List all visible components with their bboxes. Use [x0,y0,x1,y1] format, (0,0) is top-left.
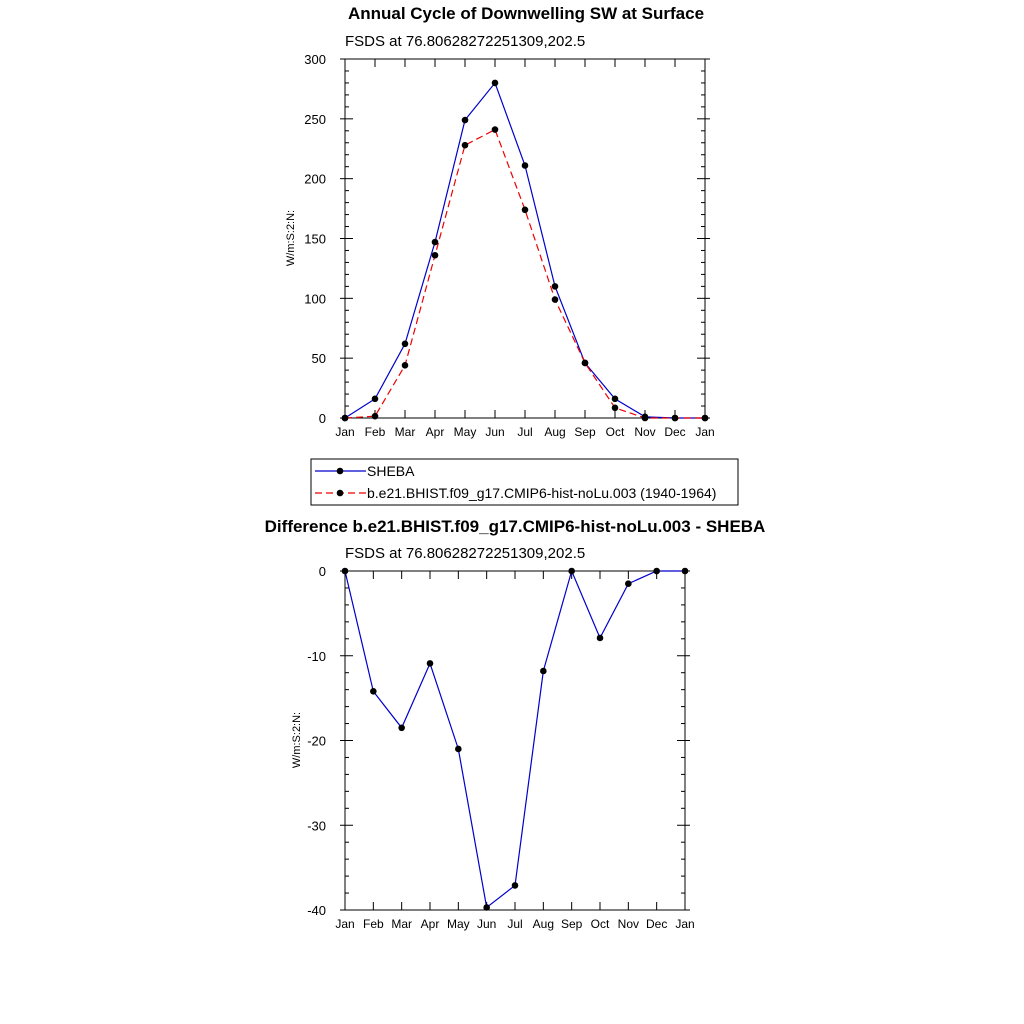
chart1-series-1-point [372,413,379,420]
chart2-x-tick-label: Oct [590,917,610,931]
chart2-x-tick-label: Jan [335,917,355,931]
chart2-series-0-point [342,568,349,575]
chart2-x-tick-label: Jan [675,917,695,931]
chart2-series-0-point [427,660,434,667]
chart1-x-tick-label: Sep [574,425,596,439]
legend-label-sheba: SHEBA [367,463,415,479]
chart1-x-tick-label: Dec [664,425,686,439]
chart1-series-0-point [432,239,439,246]
chart1-series-1-point [522,206,529,213]
chart2-y-tick-label: -10 [307,648,326,664]
legend-label-model: b.e21.BHIST.f09_g17.CMIP6-hist-noLu.003 (1940-1964) [367,485,717,501]
chart1-x-tick-label: Jan [695,425,715,439]
chart2-x-tick-label: Jun [476,917,497,931]
chart1-x-tick-label: Aug [544,425,566,439]
chart1-legend [311,459,738,505]
chart2-series-0-point [597,635,604,642]
chart1-x-tick-label: Jun [485,425,505,439]
chart1-x-tick-label: Jul [517,425,533,439]
chart2-x-tick-label: Aug [532,917,555,931]
chart1-series-0-point [522,162,529,169]
chart2-frame [345,571,685,910]
chart2-x-tick-label: Dec [645,917,668,931]
chart1-y-axis-label: W/m:S:2:N: [285,209,297,267]
chart1-y-tick-label: 50 [311,351,326,367]
chart1-y-tick-label: 150 [304,231,326,247]
chart2-series-0-point [398,724,405,731]
chart1-y-tick-label: 250 [304,111,326,127]
chart1-x-tick-label: Apr [425,425,445,439]
chart1-series-1-point [462,142,469,149]
chart2-series-line-0 [345,571,685,907]
chart1-y-tick-label: 300 [304,52,326,67]
chart1-x-tick-label: Oct [605,425,625,439]
chart1-y-tick-label: 100 [304,291,326,307]
legend-marker-sheba [337,468,344,475]
chart2-x-tick-label: Sep [560,917,583,931]
chart1-series-1-point [432,252,439,259]
chart1-plot-area [304,52,714,439]
chart2-title: Difference b.e21.BHIST.f09_g17.CMIP6-hist-noLu.003 - SHEBA [264,517,766,536]
chart1-series-line-1 [345,130,705,418]
chart2-x-tick-label: Jul [507,917,523,931]
chart1-series-1-point [582,360,589,367]
chart1-x-tick-label: Mar [394,425,416,439]
chart2-y-tick-label: -30 [307,818,326,834]
chart1-y-tick-label: 0 [318,411,326,426]
chart2-subtitle: FSDS at 76.80628272251309,202.5 [345,545,586,562]
chart2-series-0-point [455,746,462,753]
chart2-x-tick-label: Feb [362,917,384,931]
chart1-y-tick-label: 200 [304,171,326,187]
chart1-series-1-point [492,126,499,133]
chart1-series-1-point [402,362,409,369]
chart2-y-tick-label: -40 [307,903,326,918]
chart2-series-0-point [512,882,519,889]
chart2-y-tick-label: -20 [307,733,326,749]
legend-marker-model [337,490,344,497]
chart2-plot-area [307,564,694,931]
chart1-series-0-point [402,341,409,348]
chart1-series-0-point [492,80,499,87]
chart1-series-1-point [552,296,559,303]
chart2-y-axis-label: W/m:S:2:N: [291,711,303,769]
chart1-series-1-point [702,415,709,422]
chart1-series-0-point [372,396,379,403]
chart2-series-0-point [483,904,490,911]
chart2-series-0-point [653,568,660,575]
chart1-x-tick-label: May [453,425,477,439]
chart1-series-1-point [642,415,649,422]
chart2-x-tick-label: Mar [391,917,413,931]
chart2-y-tick-label: 0 [318,564,326,579]
chart1-title: Annual Cycle of Downwelling SW at Surface [347,4,705,23]
chart1-x-tick-label: Nov [634,425,656,439]
chart2-series-0-point [682,568,689,575]
chart2-x-tick-label: Apr [420,917,440,931]
chart1-series-1-point [672,415,679,422]
chart2-series-0-point [370,688,377,695]
chart1-series-1-point [342,415,349,422]
chart1-series-0-point [462,117,469,124]
chart2-series-0-point [540,668,547,675]
chart1-series-0-point [552,283,559,290]
chart1-subtitle: FSDS at 76.80628272251309,202.5 [345,33,586,50]
chart1-frame [345,59,705,418]
chart2-series-0-point [568,568,575,575]
chart2-x-tick-label: Nov [617,917,640,931]
chart1-x-tick-label: Jan [335,425,355,439]
chart2-series-0-point [625,580,632,587]
chart1-x-tick-label: Feb [364,425,386,439]
chart1-series-1-point [612,405,619,412]
chart1-series-line-0 [345,83,705,418]
chart2-x-tick-label: May [446,917,470,931]
chart1-series-0-point [612,396,619,403]
